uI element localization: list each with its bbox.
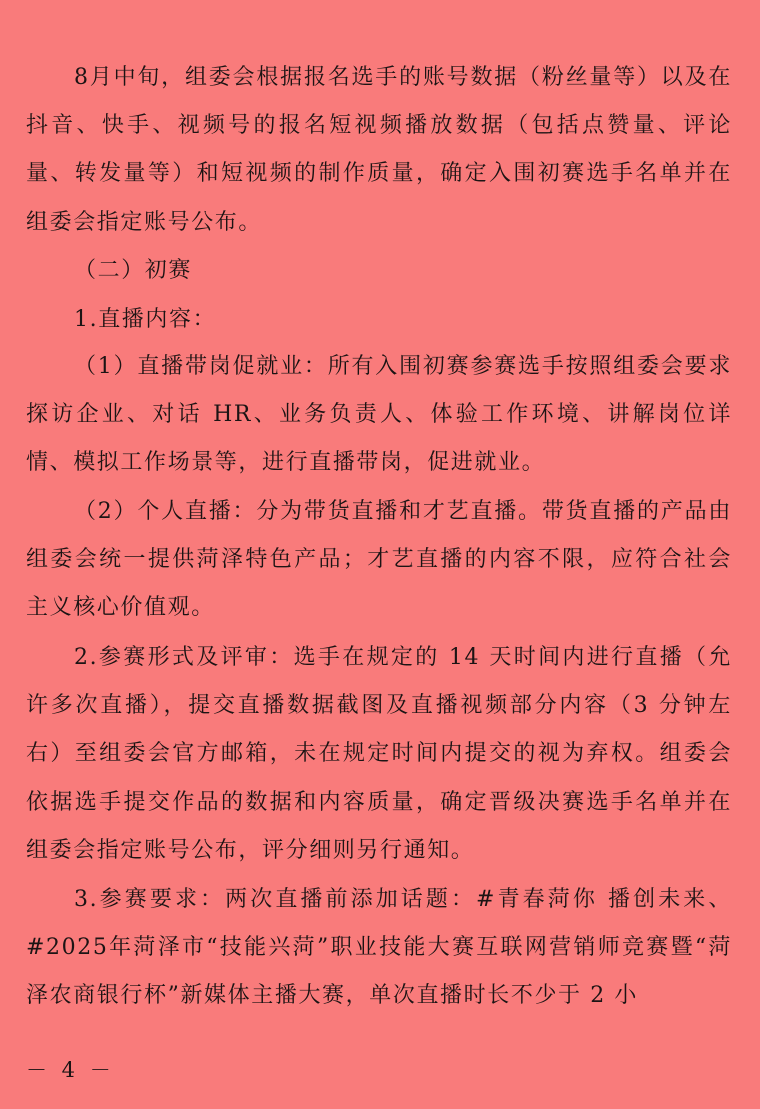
paragraph-personal-live-stream: （2）个人直播：分为带货直播和才艺直播。带货直播的产品由组委会统一提供菏泽特色产品；才艺直播的内容不限，应符合社会主义核心价值观。 bbox=[26, 499, 732, 621]
page-number: － 4 － bbox=[26, 1058, 115, 1082]
paragraph-requirements: 3.参赛要求：两次直播前添加话题：#青春菏你 播创未来、#2025年菏泽市“技能兴菏”职业技能大赛互联网营销师竞赛暨“菏泽农商银行杯”新媒体主播大赛，单次直播时长不少于 2 小 bbox=[26, 887, 732, 1009]
paragraph-format-and-review: 2.参赛形式及评审：选手在规定的 14 天时间内进行直播（允许多次直播），提交直播数据截图及直播视频部分内容（3 分钟左右）至组委会官方邮箱，未在规定时间内提交的视为弃权。组委会依据选手提交作品的数据和内容质量，确定晋级决赛选手名单并在组委会指定账号公布，评分细则另行通知。 bbox=[26, 645, 732, 863]
paragraph-job-live-stream: （1）直播带岗促就业：所有入围初赛参赛选手按照组委会要求探访企业、对话 HR、业务负责人、体验工作环境、讲解岗位详情、模拟工作场景等，进行直播带岗，促进就业。 bbox=[26, 354, 732, 476]
section-heading-preliminary-round: （二）初赛 bbox=[74, 258, 193, 283]
item-heading-live-content: 1.直播内容： bbox=[74, 307, 217, 332]
paragraph-preliminary-selection: 8月中旬，组委会根据报名选手的账号数据（粉丝量等）以及在抖音、快手、视频号的报名短视频播放数据（包括点赞量、评论量、转发量等）和短视频的制作质量，确定入围初赛选手名单并在组委会指定账号公布。 bbox=[26, 65, 732, 235]
